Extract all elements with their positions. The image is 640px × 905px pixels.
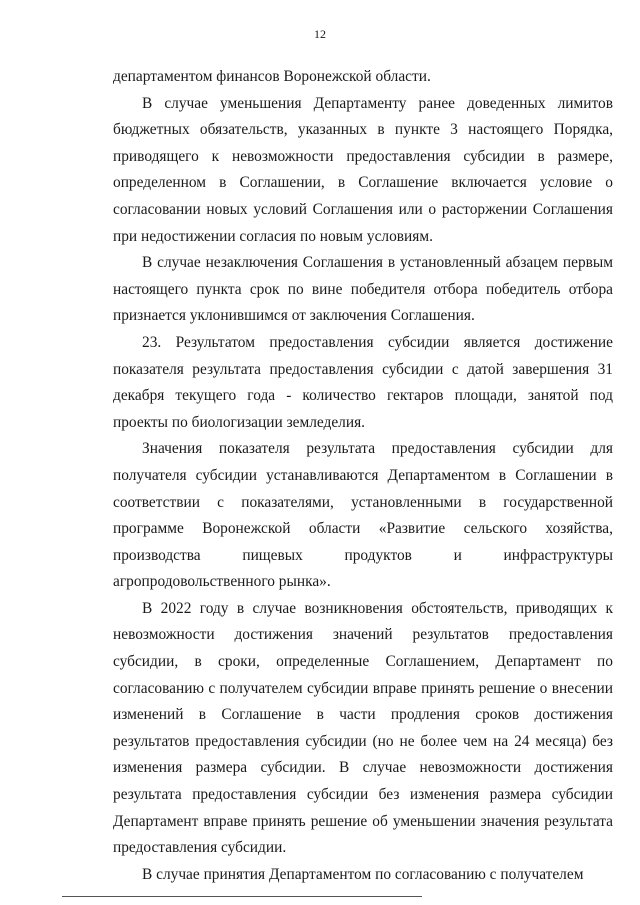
paragraph-department-agreement: В случае принятия Департаментом по согласованию с получателем [142,865,584,883]
footer-divider [62,896,422,897]
page-number: 12 [314,27,326,41]
document-body [113,64,613,888]
paragraph-limits-reduction: В случае уменьшения Департаменту ранее доведенных лимитов бюджетных обязательств, указанных в пункте 3 настоящего Порядка, приводящего к невозможности предоставления субсидии в размере, определенном в Соглашении, в Соглашение включается условие о согласовании новых условий Соглашения или о расторжении Соглашения при недостижении согласия по новым условиям. [113,94,613,245]
paragraph-agreement-not-concluded: В случае незаключения Соглашения в установленный абзацем первым настоящего пункта срок по вине победителя отбора победитель отбора признается уклонившимся от заключения Соглашения. [113,254,613,325]
paragraph-2022-circumstances: В 2022 году в случае возникновения обстоятельств, приводящих к невозможности достижения значений результатов предоставления субсидии, в сроки, определенные Соглашением, Департамент по согласованию с получателем субсидии вправе принять решение о внесении изменений в Соглашение в части продления сроков достижения результатов предоставления субсидии (но не более чем на 24 месяца) без изменения размера субсидии. В случае невозможности достижения результата предоставления субсидии без изменения размера субсидии Департамент вправе принять решение об уменьшении значения результата предоставления субсидии. [113,599,613,857]
paragraph-continuation: департаментом финансов Воронежской области. [113,68,431,85]
paragraph-item-23: 23. Результатом предоставления субсидии является достижение показателя результата предоставления субсидии с датой завершения 31 декабря текущего года - количество гектаров площади, занятой под проекты по биологизации земледелия. [113,333,613,431]
paragraph-indicator-values: Значения показателя результата предоставления субсидии для получателя субсидии устанавливаются Департаментом в Соглашении в соответствии с показателями, установленными в государственной программе Воронежской области «Развитие сельского хозяйства, производства пищевых продуктов и инфраструктуры агропродовольственного рынка». [113,440,613,591]
